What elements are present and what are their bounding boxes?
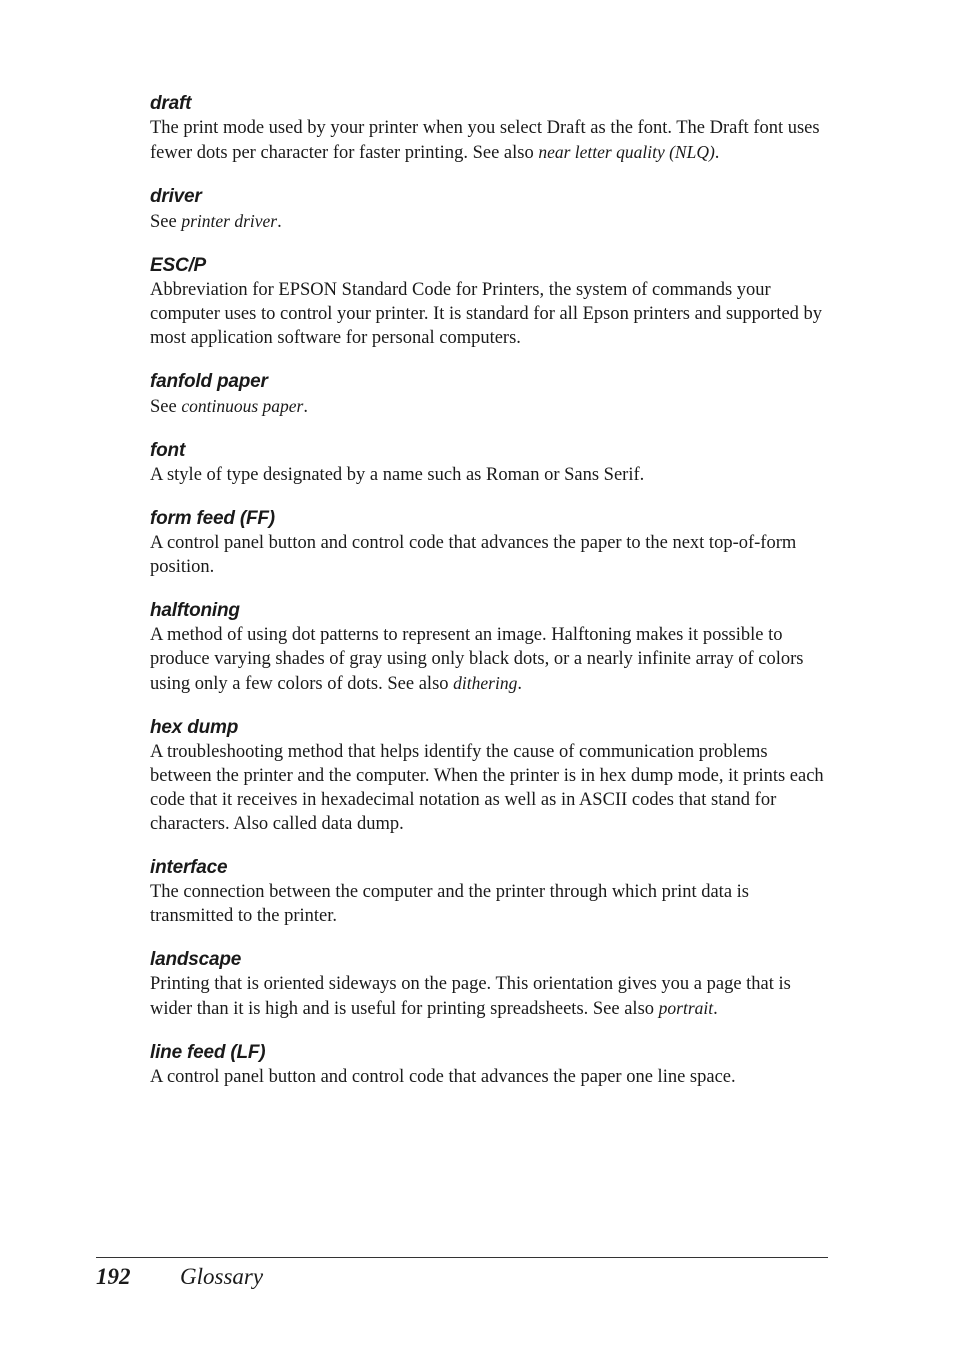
definition-draft bbox=[150, 116, 832, 165]
term-hex-dump: hex dump bbox=[150, 717, 239, 738]
definition-landscape bbox=[150, 972, 832, 1021]
definition-text: . bbox=[714, 143, 720, 163]
definition-text: Printing that is oriented sideways on the page. This orientation gives you a page that is wider than it is high and is useful for printing spreadsheets. See also bbox=[150, 974, 791, 1019]
definition-text: The print mode used by your printer when you select Draft as the font. The Draft font uses fewer dots per character for faster printing. See also bbox=[150, 118, 820, 163]
definition-text: See bbox=[150, 212, 182, 232]
definition-form-feed bbox=[150, 531, 832, 579]
definition-text: A style of type designated by a name such as Roman or Sans Serif. bbox=[150, 465, 645, 485]
term-fanfold-paper: fanfold paper bbox=[150, 371, 268, 392]
definition-interface bbox=[150, 880, 832, 928]
glossary-entry-landscape bbox=[150, 948, 832, 1021]
glossary-entry-fanfold-paper bbox=[150, 370, 832, 419]
definition-halftoning bbox=[150, 623, 832, 696]
definition-text: A method of using dot patterns to represent an image. Halftoning makes it possible to produce varying shades of gray using only black dots, or a nearly infinite array of colors using only a few colors of dots. See also bbox=[150, 625, 804, 694]
page-footer bbox=[96, 1262, 263, 1292]
glossary-entry-interface bbox=[150, 856, 832, 928]
definition-fanfold-paper bbox=[150, 394, 832, 419]
glossary-entry-font bbox=[150, 439, 832, 487]
glossary-page bbox=[150, 92, 832, 1109]
glossary-entry-escp bbox=[150, 254, 832, 350]
page-number: 192 bbox=[96, 1264, 131, 1289]
glossary-entry-line-feed bbox=[150, 1041, 832, 1089]
definition-driver bbox=[150, 209, 832, 234]
definition-text: A troubleshooting method that helps identify the cause of communication problems between the printer and the computer. When the printer is in hex dump mode, it prints each code that it receives in hexadecimal notation as well as in ASCII codes that stand for characters. Also called data dump. bbox=[150, 742, 824, 834]
cross-reference: dithering bbox=[453, 673, 518, 693]
cross-reference: continuous paper bbox=[181, 396, 304, 416]
term-landscape: landscape bbox=[150, 949, 242, 970]
footer-rule bbox=[96, 1257, 828, 1258]
definition-line-feed bbox=[150, 1065, 832, 1089]
term-interface: interface bbox=[150, 857, 228, 878]
definition-hex-dump bbox=[150, 740, 832, 836]
definition-text: . bbox=[517, 674, 522, 694]
glossary-entry-hex-dump bbox=[150, 716, 832, 836]
term-draft: draft bbox=[150, 93, 192, 114]
definition-escp bbox=[150, 278, 832, 350]
glossary-entry-form-feed bbox=[150, 507, 832, 579]
definition-text: See bbox=[150, 397, 182, 417]
cross-reference: portrait bbox=[658, 998, 714, 1018]
cross-reference: printer driver bbox=[181, 211, 278, 231]
definition-text: Abbreviation for EPSON Standard Code for Printers, the system of commands your computer uses to control your printer. It is standard for all Epson printers and supported by most application software for personal computers. bbox=[150, 280, 823, 348]
definition-text: The connection between the computer and the printer through which print data is transmitted to the printer. bbox=[150, 882, 750, 926]
term-line-feed: line feed (LF) bbox=[150, 1042, 266, 1063]
definition-text: A control panel button and control code that advances the paper one line space. bbox=[150, 1067, 736, 1087]
definition-text: . bbox=[713, 999, 718, 1019]
term-form-feed: form feed (FF) bbox=[150, 508, 275, 529]
definition-text: . bbox=[303, 397, 308, 417]
term-escp: ESC/P bbox=[150, 255, 207, 276]
glossary-entry-draft bbox=[150, 92, 832, 165]
section-title: Glossary bbox=[180, 1264, 264, 1289]
definition-text: . bbox=[277, 212, 282, 232]
term-halftoning: halftoning bbox=[150, 600, 240, 621]
definition-font bbox=[150, 463, 832, 487]
definition-text: A control panel button and control code that advances the paper to the next top-of-form position. bbox=[150, 533, 797, 577]
glossary-entry-driver bbox=[150, 185, 832, 234]
glossary-entry-halftoning bbox=[150, 599, 832, 696]
term-driver: driver bbox=[150, 186, 202, 207]
term-font: font bbox=[150, 440, 186, 461]
cross-reference: near letter quality (NLQ) bbox=[538, 142, 715, 162]
